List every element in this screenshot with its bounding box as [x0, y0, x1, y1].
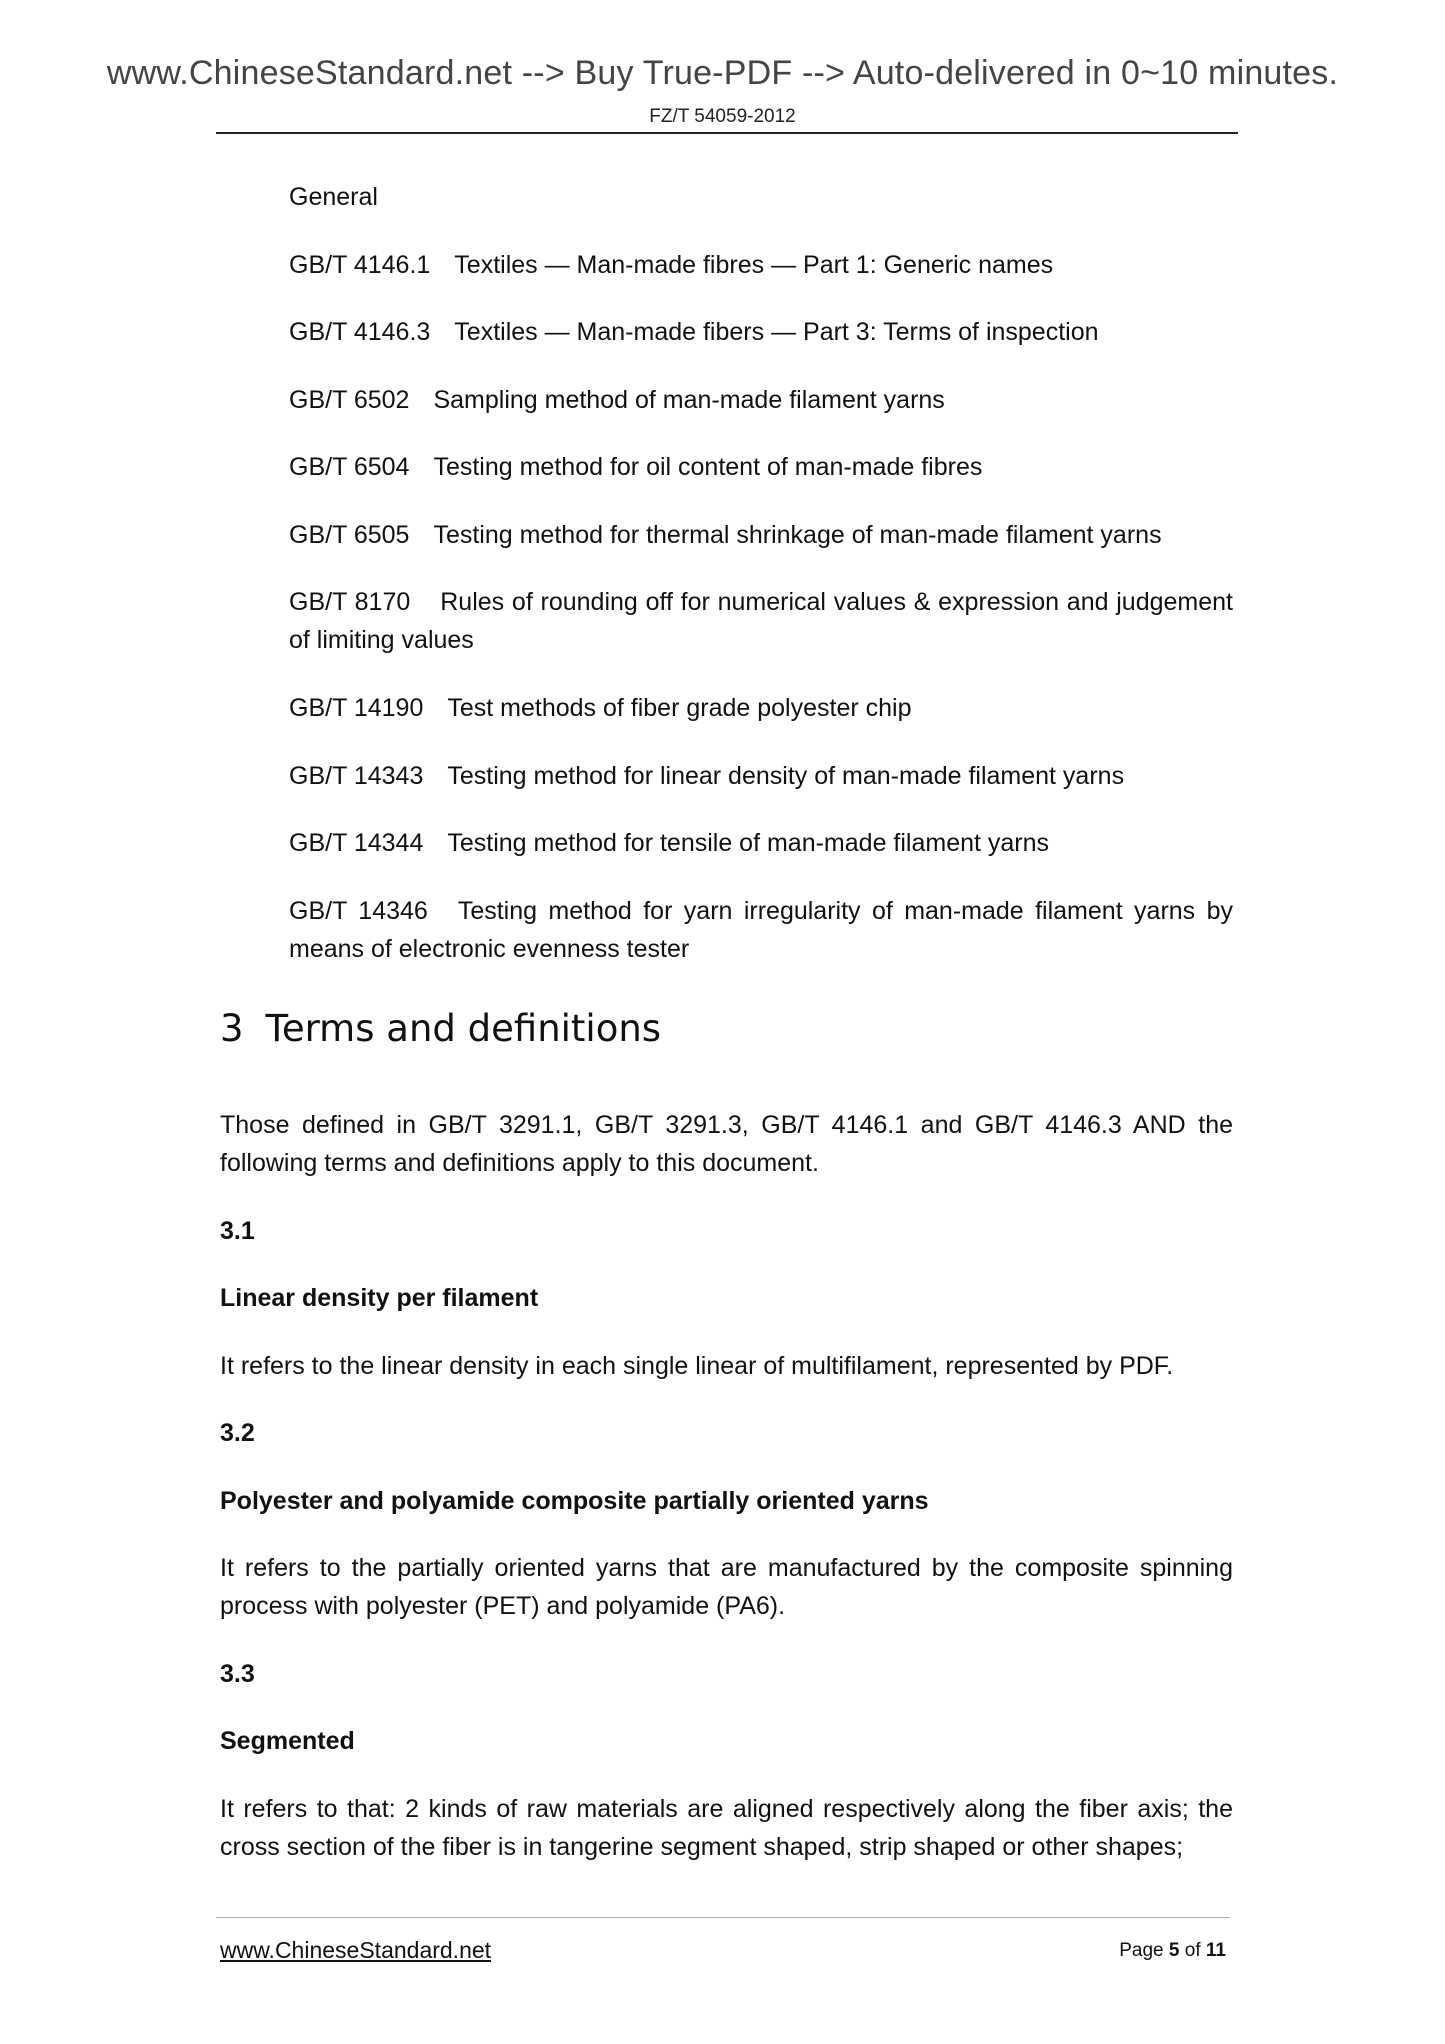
section-intro: Those defined in GB/T 3291.1, GB/T 3291.3, GB/T 4146.1 and GB/T 4146.3 AND the following terms and definitions apply to this document. [220, 1111, 1233, 1177]
reference-title: Sampling method of man-made filament yarns [433, 386, 945, 414]
reference-item [289, 448, 1233, 486]
reference-code: GB/T 14344 [289, 829, 424, 857]
reference-title: Rules of rounding off for numerical values & expression and judgement of limiting values [289, 588, 1233, 654]
term-definition: It refers to the partially oriented yarns that are manufactured by the composite spinning process with polyester (PET) and polyamide (PA6). [220, 1554, 1233, 1620]
top-banner: www.ChineseStandard.net --> Buy True-PDF --> Auto-delivered in 0~10 minutes. [106, 54, 1339, 92]
reference-item [289, 757, 1233, 795]
section-title: Terms and definitions [265, 1007, 662, 1050]
page-prefix: Page [1119, 1940, 1164, 1961]
page-of: of [1184, 1940, 1201, 1961]
reference-title: Testing method for yarn irregularity of man-made filament yarns by means of electronic evenness tester [289, 897, 1233, 963]
page-number [1119, 1940, 1226, 1962]
section-heading [220, 1007, 661, 1050]
reference-item [289, 313, 1233, 351]
footer-divider [216, 1917, 1230, 1918]
reference-code: GB/T 6504 [289, 453, 410, 481]
reference-code: GB/T 6502 [289, 386, 410, 414]
reference-code: GB/T 14346 [289, 897, 428, 925]
term-name: Polyester and polyamide composite partially oriented yarns [220, 1487, 929, 1515]
reference-code: GB/T 4146.3 [289, 318, 431, 346]
reference-code: GB/T 14190 [289, 694, 424, 722]
reference-code: GB/T 8170 [289, 588, 411, 616]
reference-title: Testing method for oil content of man-made fibres [433, 453, 983, 481]
reference-title: Testing method for thermal shrinkage of man-made filament yarns [433, 521, 1162, 549]
reference-title: Textiles — Man-made fibres — Part 1: Generic names [454, 251, 1054, 279]
term-number: 3.1 [220, 1217, 255, 1245]
term-name: Linear density per filament [220, 1284, 539, 1312]
reference-title: Textiles — Man-made fibers — Part 3: Terms of inspection [454, 318, 1099, 346]
reference-title: General [289, 183, 378, 211]
term-definition: It refers to that: 2 kinds of raw materials are aligned respectively along the fiber axis; the cross section of the fiber is in tangerine segment shaped, strip shaped or other shapes; [220, 1795, 1233, 1861]
page-total: 11 [1205, 1940, 1226, 1961]
reference-title: Testing method for linear density of man-made filament yarns [447, 762, 1125, 790]
header-divider [216, 132, 1238, 134]
reference-item [289, 824, 1233, 862]
term-number: 3.2 [220, 1419, 255, 1447]
page-current: 5 [1168, 1940, 1180, 1961]
term-name: Segmented [220, 1727, 355, 1755]
reference-code: GB/T 4146.1 [289, 251, 431, 279]
term-definition: It refers to the linear density in each single linear of multifilament, represented by PDF. [220, 1352, 1174, 1380]
reference-item [289, 583, 1233, 659]
section-number: 3 [220, 1007, 244, 1050]
reference-code: GB/T 14343 [289, 762, 424, 790]
reference-item [289, 246, 1233, 284]
reference-title: Test methods of fiber grade polyester chip [447, 694, 912, 722]
standard-code: FZ/T 54059-2012 [649, 106, 796, 127]
footer-website-link[interactable]: www.ChineseStandard.net [220, 1937, 492, 1963]
reference-title: Testing method for tensile of man-made filament yarns [447, 829, 1050, 857]
reference-item [289, 892, 1233, 968]
reference-item [289, 178, 1233, 216]
reference-item [289, 516, 1233, 554]
reference-code: GB/T 6505 [289, 521, 410, 549]
reference-item [289, 381, 1233, 419]
reference-item [289, 689, 1233, 727]
term-number: 3.3 [220, 1660, 255, 1688]
